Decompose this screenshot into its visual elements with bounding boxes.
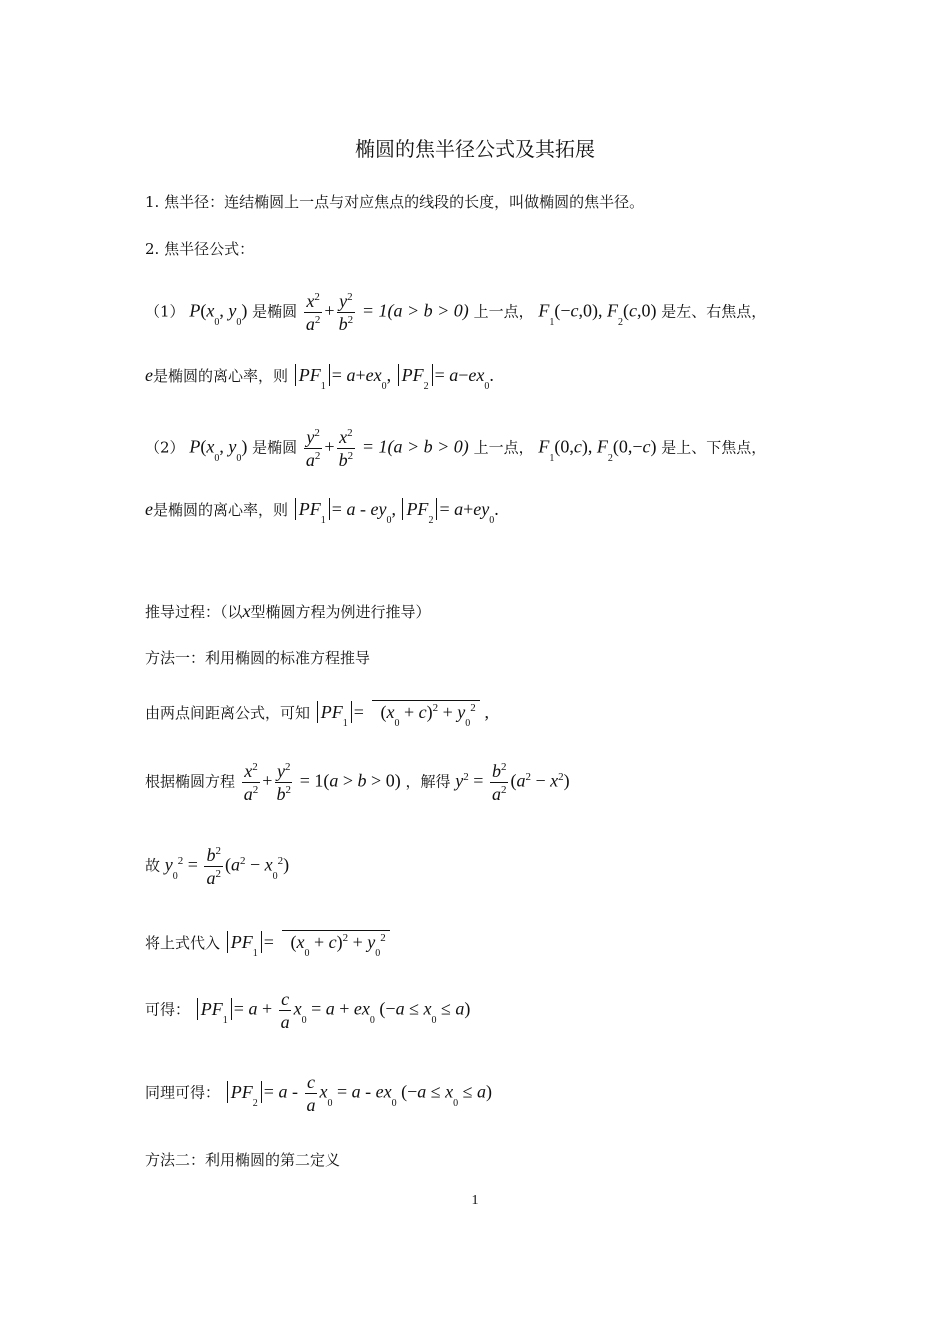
result2-line: 同理可得： $PF_2= a$ - $\frac{c}{a}$ $x_0 = a - ex_0$ $(-a \le x_0 \le a)$ (145, 1072, 493, 1115)
case1-is-point: 是椭圆 (252, 302, 298, 321)
substitute-line: 将上式代入 $PF_1= (x_0 + c)^2 + y_0^2$ (145, 930, 390, 953)
case1-foci: 是左、右焦点， (661, 302, 767, 321)
get-text: 可得： (145, 1000, 191, 1019)
method2-heading: 方法二：利用椭圆的第二定义 (145, 1151, 341, 1169)
solve-text: ，解得 (405, 772, 451, 791)
case1-condition: = 1(a > b > 0) (361, 300, 469, 321)
case2-foci: 是上、下焦点， (661, 438, 767, 457)
page-number: 1 (471, 1193, 479, 1208)
definition-line: 1. 焦半径：连结椭圆上一点与对应焦点的线段的长度，叫做椭圆的焦半径。 (145, 193, 645, 211)
derivation-line: 推导过程：（以x型椭圆方程为例进行推导） (145, 601, 431, 621)
hence-line: 故 $y_0^2$ = $\frac{b^2}{a^2}$ $(a^2 - x_0^2)$ (145, 845, 290, 888)
formula-heading: 2. 焦半径公式： (145, 240, 255, 258)
case2-line: （2） $P(x_0$, $y_0$) 是椭圆 $\frac{y^2}{a^2}$ + $\frac{x^2}{b^2}$ = 1(a > b > 0) 上一点， $F_1(0,c)$, $F_2(0,-c)$ 是上、下焦点， (145, 427, 767, 470)
case1-label: （1） (145, 302, 185, 321)
hence-text: 故 (145, 856, 161, 875)
case2-is-point: 是椭圆 (252, 438, 298, 457)
case2-ecc: 是椭圆的离心率，则 (153, 501, 289, 519)
page-title: 椭圆的焦半径公式及其拓展 (355, 137, 595, 161)
case2-condition: = 1(a > b > 0) (361, 436, 469, 457)
case1-line: （1） $P(x_0$, $y_0$) 是椭圆 $\frac{x^2}{a^2}$ + $\frac{y^2}{b^2}$ = 1(a > b > 0) 上一点， $F_1(-c,0)$, $F_2(c,0)$ 是左、右焦点， (145, 291, 767, 334)
case1-ecc: 是椭圆的离心率，则 (153, 367, 289, 385)
derivation-tail: 型椭圆方程为例进行推导） (250, 603, 431, 621)
case1-on-point: 上一点， (473, 302, 534, 321)
derivation-label: 推导过程：（以 (145, 603, 243, 621)
by-equation-text: 根据椭圆方程 (145, 772, 236, 791)
method1-heading: 方法一：利用椭圆的标准方程推导 (145, 649, 371, 667)
case2-on-point: 上一点， (473, 438, 534, 457)
distance-line: 由两点间距离公式，可知 $PF_1= (x_0 + c)^2 + y_0^2$ , (145, 702, 490, 729)
ellipse-equation-line: 根据椭圆方程 $\frac{x^2}{a^2}$ + $\frac{y^2}{b^2}$ = 1(a > b > 0) ，解得 $y^2$ = $\frac{b^2}{a^2}$ $(a^2 - x^2)$ (145, 761, 570, 804)
case1-result-line: e是椭圆的离心率，则 $PF_1= a+ex_0$, $PF_2= a-ex_0$. (145, 365, 494, 392)
case2-label: （2） (145, 438, 185, 457)
similarly-text: 同理可得： (145, 1083, 221, 1102)
distance-text: 由两点间距离公式，可知 (145, 704, 311, 722)
substitute-text: 将上式代入 (145, 934, 221, 952)
case2-result-line: e是椭圆的离心率，则 $PF_1= a - ey_0$, $PF_2= a+ey_0$. (145, 499, 499, 526)
result1-line: 可得： $PF_1= a$ + $\frac{c}{a}$ $x_0 = a + ex_0$ $(-a \le x_0 \le a)$ (145, 989, 471, 1032)
